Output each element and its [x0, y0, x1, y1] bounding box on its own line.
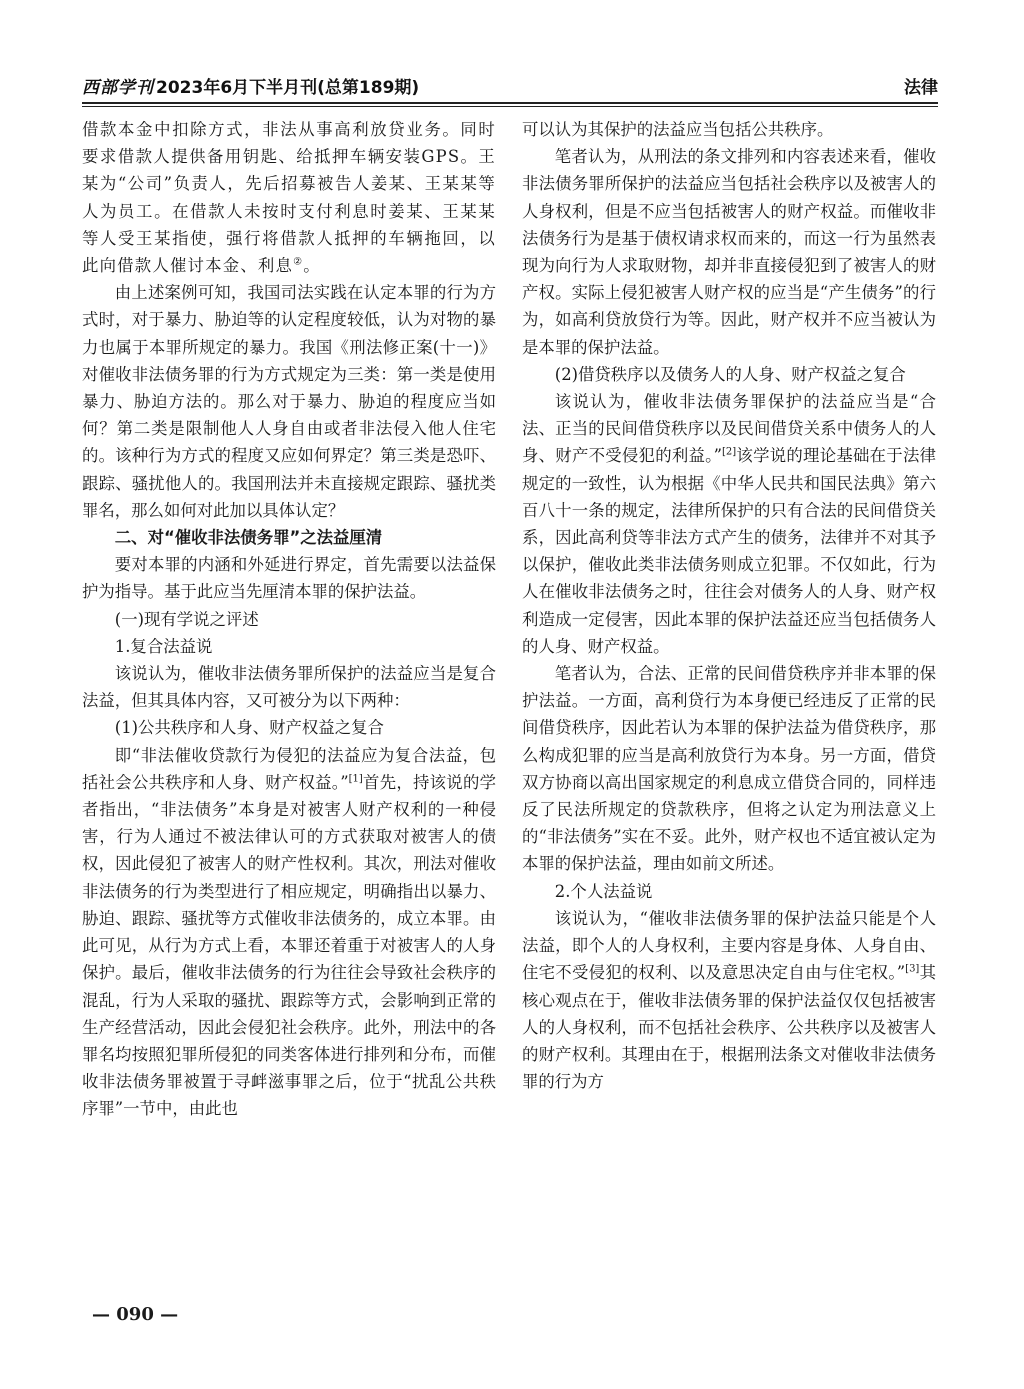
paragraph — [82, 633, 496, 660]
paragraph-text-tail: 。 — [303, 256, 321, 276]
paragraph-text: 要对本罪的内涵和外延进行界定，首先需要以法益保护为指导。基于此应当先厘清本罪的保护法益。 — [82, 555, 496, 602]
paragraph-text: 笔者认为，从刑法的条文排列和内容表述来看，催收非法债务罪所保护的法益应当包括社会秩序以及被害人的人身权利，但是不应当包括被害人的财产权益。而催收非法债务行为是基于债权请求权而来的，而这一行为虽然表现为向行为人求取财物，却并非直接侵犯到了被害人的财产权。实际上侵犯被害人财产权的应当是“产生债务”的行为，如高利贷放贷行为等。因此，财产权并不应当被认为是本罪的保护法益。 — [522, 147, 936, 357]
section-heading — [82, 524, 496, 551]
paragraph — [82, 660, 496, 714]
running-header — [82, 70, 938, 100]
paragraph-text: 2.个人法益说 — [554, 881, 653, 901]
header-rule-thick — [82, 102, 938, 104]
paragraph-text: 借款本金中扣除方式，非法从事高利放贷业务。同时要求借款人提供备用钥匙、给抵押车辆安装GPS。王某为“公司”负责人，先后招募被告人姜某、王某某等人为员工。在借款人未按时支付利息时姜某、王某某等人受王某指使，强行将借款人抵押的车辆拖回，以此向借款人催讨本金、利息 — [82, 120, 496, 276]
issue-info: 2023年6月下半月刊(总第189期) — [156, 77, 420, 98]
paragraph-text: 该说认为，催收非法债务罪保护的法益应当是“合法、正当的民间借贷秩序以及民间借贷关系中债务人的人身、财产不受侵犯的利益。” — [522, 392, 936, 466]
paragraph — [82, 606, 496, 633]
paragraph-text: 可以认为其保护的法益应当包括公共秩序。 — [522, 120, 834, 139]
left-column — [82, 116, 496, 1123]
paragraph — [82, 116, 496, 279]
paragraph-text-tail: 该学说的理论基础在于法律规定的一致性，认为根据《中华人民共和国民法典》第六百八十一条的规定，法律所保护的只有合法的民间借贷关系，因此高利贷等非法方式产生的债务，法律并不对其予以保护，催收此类非法债务则成立犯罪。不仅如此，行为人在催收非法债务之时，往往会对债务人的人身、财产权利造成一定侵害，因此本罪的保护法益还应当包括债务人的人身、财产权益。 — [522, 446, 936, 656]
paragraph-text: 笔者认为，合法、正常的民间借贷秩序并非本罪的保护法益。一方面，高利贷行为本身便已经违反了正常的民间借贷秩序，因此若认为本罪的保护法益为借贷秩序，那么构成犯罪的应当是高利放贷行为本身。另一方面，借贷双方协商以高出国家规定的利息成立借贷合同的，同样违反了民法所规定的贷款秩序，但将之认定为刑法意义上的“非法债务”实在不妥。此外，财产权也不适宜被认定为本罪的保护法益，理由如前文所述。 — [522, 664, 936, 874]
page-number: — 090 — — [92, 1304, 179, 1325]
citation-marker: [3] — [905, 963, 920, 975]
paragraph-text: 即“非法催收贷款行为侵犯的法益应为复合法益，包括社会公共秩序和人身、财产权益。” — [82, 745, 496, 792]
paragraph — [522, 905, 936, 1095]
paragraph — [82, 279, 496, 524]
paragraph-text: 该说认为，催收非法债务罪所保护的法益应当是复合法益，但其具体内容，又可被分为以下两种： — [82, 664, 496, 711]
header-rule-thin — [82, 106, 938, 107]
paragraph — [522, 143, 936, 361]
right-column — [522, 116, 936, 1095]
paragraph — [522, 660, 936, 878]
section-label: 法律 — [904, 77, 938, 98]
citation-marker: [1] — [348, 773, 363, 785]
citation-marker: ② — [293, 256, 304, 268]
header-left — [82, 73, 419, 98]
paragraph-text: 该说认为，“催收非法债务罪的保护法益只能是个人法益，即个人的人身权利，主要内容是身体、人身自由、住宅不受侵犯的权利、以及意思决定自由与住宅权。” — [522, 908, 936, 983]
paragraph-text-tail: 首先，持该说的学者指出，“非法债务”本身是对被害人财产权利的一种侵害，行为人通过不被法律认可的方式获取对被害人的债权，因此侵犯了被害人的财产性权利。其次，刑法对催收非法债务的行为类型进行了相应规定，明确指出以暴力、胁迫、跟踪、骚扰等方式催收非法债务的，成立本罪。由此可见，从行为方式上看，本罪还着重于对被害人的人身保护。最后，催收非法债务的行为往往会导致社会秩序的混乱，行为人采取的骚扰、跟踪等方式，会影响到正常的生产经营活动，因此会侵犯社会秩序。此外，刑法中的各罪名均按照犯罪所侵犯的同类客体进行排列和分布，而催收非法债务罪被置于寻衅滋事罪之后，位于“扰乱公共秩序罪”一节中，由此也 — [82, 772, 496, 1119]
paragraph-text: (2)借贷秩序以及债务人的人身、财产权益之复合 — [554, 364, 906, 384]
journal-logo: 西部学刊 — [82, 77, 154, 98]
paragraph — [522, 388, 936, 660]
paragraph — [522, 116, 936, 143]
paragraph-text: 二、对“催收非法债务罪”之法益厘清 — [114, 528, 383, 548]
paragraph — [82, 551, 496, 605]
citation-marker: [2] — [722, 446, 737, 458]
paragraph — [82, 742, 496, 1123]
paragraph — [522, 878, 936, 905]
paragraph-text: (一)现有学说之评述 — [114, 609, 259, 629]
paragraph — [82, 714, 496, 741]
paragraph-text: 由上述案例可知，我国司法实践在认定本罪的行为方式时，对于暴力、胁迫等的认定程度较低，认为对物的暴力也属于本罪所规定的暴力。我国《刑法修正案(十一)》对催收非法债务罪的行为方式规定为三类：第一类是使用暴力、胁迫方法的。那么对于暴力、胁迫的程度应当如何？第二类是限制他人人身自由或者非法侵入他人住宅的。该种行为方式的程度又应如何界定？第三类是恐吓、跟踪、骚扰他人的。我国刑法并未直接规定跟踪、骚扰类罪名，那么如何对此加以具体认定？ — [82, 283, 496, 520]
paragraph-text-tail: 其核心观点在于，催收非法债务罪的保护法益仅仅包括被害人的人身权利，而不包括社会秩序、公共秩序以及被害人的财产权利。其理由在于，根据刑法条文对催收非法债务罪的行为方 — [522, 963, 936, 1092]
paragraph — [522, 361, 936, 388]
paragraph-text: 1.复合法益说 — [114, 636, 213, 656]
paragraph-text: (1)公共秩序和人身、财产权益之复合 — [114, 718, 384, 738]
